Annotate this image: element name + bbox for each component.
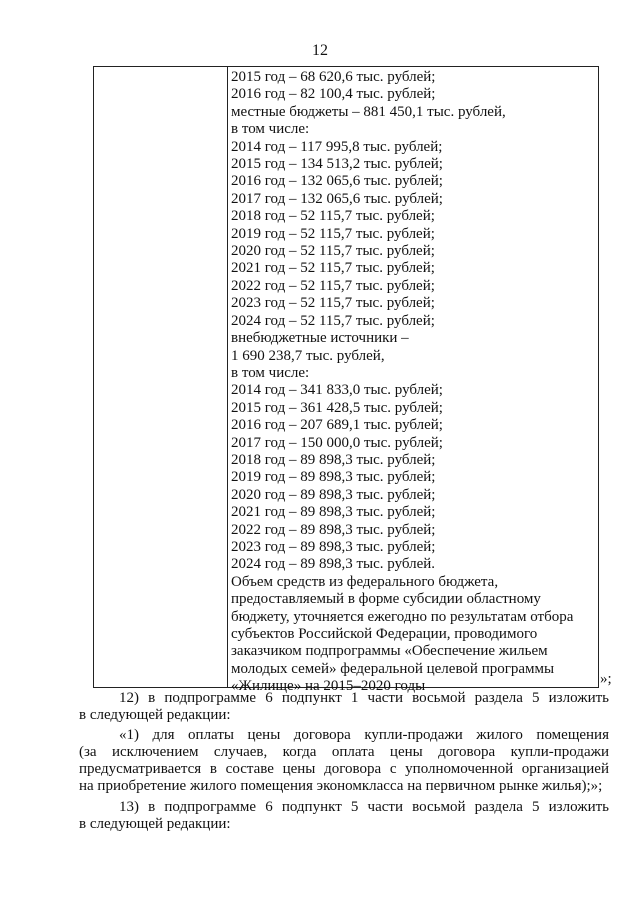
table-cell-line: Объем средств из федерального бюджета, (231, 573, 499, 590)
paragraph-line: (за исключением случаев, когда оплата цены договора купли-продажи (79, 744, 609, 760)
table-cell-line: местные бюджеты – 881 450,1 тыс. рублей, (231, 103, 506, 120)
table-cell-line: 2014 год – 341 833,0 тыс. рублей; (231, 382, 443, 399)
table-cell-line: 2017 год – 132 065,6 тыс. рублей; (231, 190, 443, 207)
table-cell-line: 2024 год – 89 898,3 тыс. рублей. (231, 556, 436, 573)
table-cell-line: «Жилище» на 2015–2020 годы (231, 678, 426, 695)
table-cell-line: 2018 год – 52 115,7 тыс. рублей; (231, 208, 435, 225)
paragraph-line: 13) в подпрограмме 6 подпункт 5 части восьмой раздела 5 изложить (119, 799, 609, 815)
table-cell-line: внебюджетные источники – (231, 330, 409, 347)
paragraph-quoted-subitem-1 (79, 727, 609, 795)
table-cell-line: 2021 год – 52 115,7 тыс. рублей; (231, 260, 435, 277)
table-cell-line: 2016 год – 132 065,6 тыс. рублей; (231, 173, 443, 190)
table-cell-line: 2015 год – 134 513,2 тыс. рублей; (231, 156, 443, 173)
table-cell-line: 1 690 238,7 тыс. рублей, (231, 347, 385, 364)
table-cell-line: 2022 год – 89 898,3 тыс. рублей; (231, 521, 436, 538)
table-cell-line: 2023 год – 52 115,7 тыс. рублей; (231, 295, 435, 312)
paragraph-line: в следующей редакции: (79, 816, 231, 832)
table-cell-line: субъектов Российской Федерации, проводимого (231, 626, 538, 642)
table-cell-line: 2015 год – 361 428,5 тыс. рублей; (231, 399, 443, 416)
table-cell-line: молодых семей» федеральной целевой программы (231, 660, 555, 677)
table-column-divider (227, 67, 228, 687)
paragraph-line: предусматривается в составе цены договора с уполномоченной организацией (79, 761, 609, 777)
paragraph-line: 12) в подпрограмме 6 подпункт 1 части восьмой раздела 5 изложить (119, 690, 609, 706)
table-cell-line: 2019 год – 52 115,7 тыс. рублей; (231, 225, 435, 242)
table-cell-line: 2018 год – 89 898,3 тыс. рублей; (231, 451, 436, 468)
table-right-cell (231, 69, 591, 696)
paragraph-item-12 (79, 690, 609, 724)
page-number: 12 (312, 42, 328, 59)
table-cell-line: 2024 год – 52 115,7 тыс. рублей; (231, 312, 435, 329)
paragraph-item-13 (79, 799, 609, 833)
table-cell-line: предоставляемый в форме субсидии областному (231, 591, 541, 608)
table-cell-line: 2020 год – 52 115,7 тыс. рублей; (231, 243, 435, 260)
table-cell-line: 2021 год – 89 898,3 тыс. рублей; (231, 504, 436, 521)
table-cell-line: 2019 год – 89 898,3 тыс. рублей; (231, 469, 436, 486)
paragraph-line: «1) для оплаты цены договора купли-продажи жилого помещения (119, 727, 609, 743)
table-cell-line: 2020 год – 89 898,3 тыс. рублей; (231, 486, 436, 503)
table-cell-line: в том числе: (231, 121, 310, 138)
table-cell-line: 2016 год – 207 689,1 тыс. рублей; (231, 417, 443, 434)
table-cell-line: 2017 год – 150 000,0 тыс. рублей; (231, 434, 443, 451)
table-cell-line: 2015 год – 68 620,6 тыс. рублей; (231, 69, 436, 85)
paragraph-line: в следующей редакции: (79, 707, 231, 723)
table-cell-line: заказчиком подпрограммы «Обеспечение жильем (231, 643, 548, 660)
financing-table (93, 66, 599, 695)
table-cell-line: 2022 год – 52 115,7 тыс. рублей; (231, 277, 435, 294)
table-cell-line: в том числе: (231, 364, 310, 381)
table-cell-line: 2023 год – 89 898,3 тыс. рублей; (231, 538, 436, 555)
table-cell-line: 2014 год – 117 995,8 тыс. рублей; (231, 138, 443, 155)
table-cell-line: бюджету, уточняется ежегодно по результатам отбора (231, 608, 574, 625)
table-cell-line: 2016 год – 82 100,4 тыс. рублей; (231, 86, 436, 103)
paragraph-line: на приобретение жилого помещения экономкласса на первичном рынке жилья);»; (79, 778, 603, 794)
table-closing-mark: »; (600, 671, 612, 687)
